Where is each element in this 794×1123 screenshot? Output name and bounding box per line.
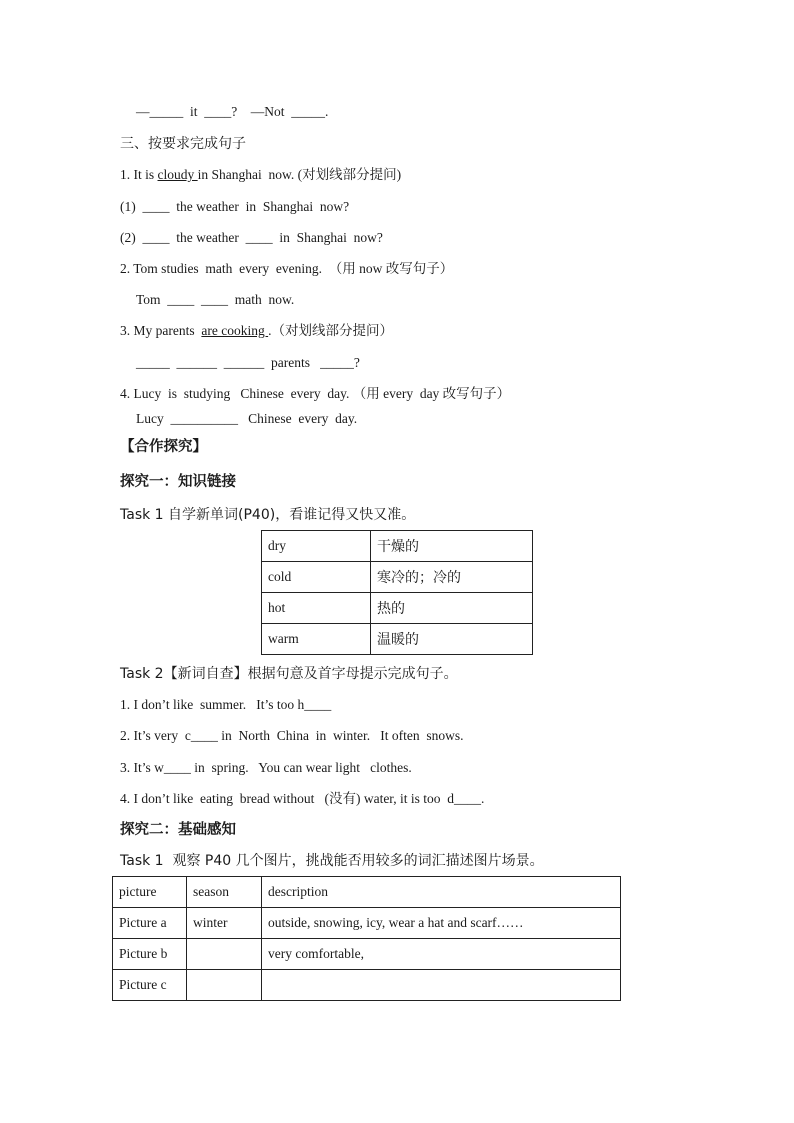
cell-picture: Picture a bbox=[113, 908, 187, 939]
vocab-en: cold bbox=[262, 562, 371, 593]
cell-season: winter bbox=[187, 908, 262, 939]
vocab-zh: 温暖的 bbox=[371, 624, 533, 655]
vocab-en: hot bbox=[262, 593, 371, 624]
picture-table bbox=[112, 876, 621, 1001]
task2-instruction: Task 2【新词自查】根据句意及首字母提示完成句子。 bbox=[120, 666, 458, 682]
vocab-en: dry bbox=[262, 531, 371, 562]
question-1b: (2) ____ the weather ____ in Shanghai now? bbox=[120, 230, 383, 245]
cooperation-title: 【合作探究】 bbox=[120, 439, 207, 455]
q1-after: in Shanghai now. (对划线部分提问) bbox=[197, 167, 402, 182]
task1b-instruction: Task 1 观察 P40 几个图片，挑战能否用较多的词汇描述图片场景。 bbox=[120, 853, 544, 869]
vocab-en: warm bbox=[262, 624, 371, 655]
question-1a: (1) ____ the weather in Shanghai now? bbox=[120, 199, 350, 214]
question-4-answer: Lucy __________ Chinese every day. bbox=[136, 411, 358, 426]
cell-season[interactable] bbox=[187, 939, 262, 970]
task1-instruction: Task 1 自学新单词(P40)，看谁记得又快又准。 bbox=[120, 507, 416, 523]
cell-description: very comfortable, bbox=[262, 939, 621, 970]
explore2-title: 探究二：基础感知 bbox=[120, 822, 236, 838]
question-3-answer: _____ ______ ______ parents _____? bbox=[136, 355, 360, 370]
table-row bbox=[262, 562, 533, 593]
task2-item-4: 4. I don’t like eating bread without (没有) water, it is too d____. bbox=[120, 791, 485, 806]
header-description: description bbox=[262, 877, 621, 908]
question-2: 2. Tom studies math every evening. （用 now 改写句子） bbox=[120, 261, 454, 276]
table-row bbox=[113, 908, 621, 939]
header-picture: picture bbox=[113, 877, 187, 908]
vocab-zh: 寒冷的；冷的 bbox=[371, 562, 533, 593]
cell-picture: Picture b bbox=[113, 939, 187, 970]
explore1-title: 探究一：知识链接 bbox=[120, 474, 236, 490]
table-row bbox=[262, 531, 533, 562]
task2-item-3: 3. It’s w____ in spring. You can wear light clothes. bbox=[120, 760, 412, 775]
question-3 bbox=[120, 322, 393, 340]
q1-before: 1. It is bbox=[120, 167, 158, 182]
section3-title: 三、按要求完成句子 bbox=[120, 136, 246, 152]
header-season: season bbox=[187, 877, 262, 908]
vocab-zh: 热的 bbox=[371, 593, 533, 624]
question-1 bbox=[120, 166, 401, 184]
cell-description: outside, snowing, icy, wear a hat and scarf…… bbox=[262, 908, 621, 939]
task2-item-1: 1. I don’t like summer. It’s too h____ bbox=[120, 697, 332, 712]
table-row bbox=[262, 624, 533, 655]
vocab-zh: 干燥的 bbox=[371, 531, 533, 562]
dialogue-blank-line: —_____ it ____? —Not _____. bbox=[136, 104, 329, 119]
cell-picture: Picture c bbox=[113, 970, 187, 1001]
table-row bbox=[113, 939, 621, 970]
question-2-answer: Tom ____ ____ math now. bbox=[136, 292, 295, 307]
cell-description[interactable] bbox=[262, 970, 621, 1001]
q1-underlined: cloudy bbox=[157, 167, 198, 182]
q3-after: .（对划线部分提问） bbox=[268, 323, 393, 338]
q3-before: 3. My parents bbox=[120, 323, 202, 338]
table-header-row bbox=[113, 877, 621, 908]
vocab-table bbox=[261, 530, 533, 655]
table-row bbox=[262, 593, 533, 624]
table-row bbox=[113, 970, 621, 1001]
q3-underlined: are cooking bbox=[201, 323, 269, 338]
task2-item-2: 2. It’s very c____ in North China in winter. It often snows. bbox=[120, 728, 464, 743]
question-4: 4. Lucy is studying Chinese every day. （用 every day 改写句子） bbox=[120, 386, 511, 401]
cell-season[interactable] bbox=[187, 970, 262, 1001]
